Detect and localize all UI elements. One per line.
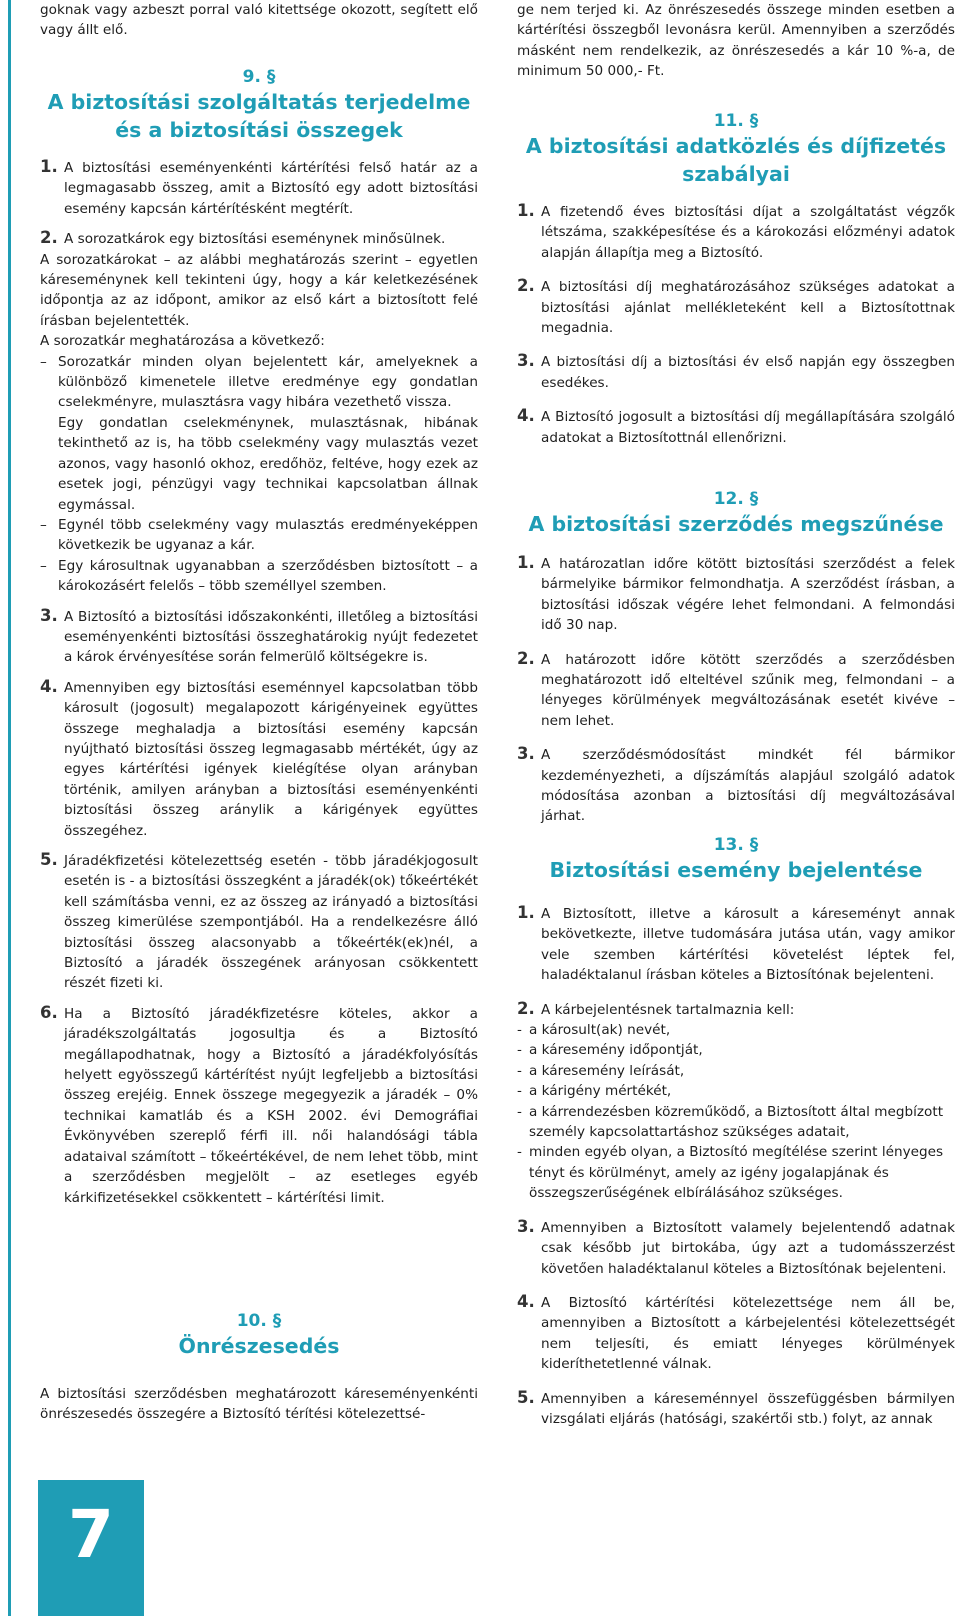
required-data-item: - a károsult(ak) nevét,: [517, 1020, 955, 1040]
item-text: Járadékfizetési kötelezettség esetén - több járadékjogosult esetén is - a biztosítási összegként a járadék(ok) tőkeértékét kell számításba venni, ez az összeg az irányadó a biztosítási összeg kimerülése szempontjából. Ha a rendelkezésre álló biztosítási összeg alacsonyabb a tőkeérték(ek)nél, a Biztosító a járadék összegének arányosan csökkentett részét fizeti ki.: [64, 853, 478, 992]
section-11-heading: [517, 110, 955, 188]
dash-item: – Egynél több cselekmény vagy mulasztás eredményeképpen következik be ugyanaz a kár.: [40, 515, 478, 556]
list-item: [40, 1004, 478, 1208]
list-item: [517, 1293, 955, 1375]
section-10-continuation: ge nem terjed ki. Az önrészesedés összege minden esetben a kártérítési összegből levonásra kerül. Amennyiben a szerződés másként nem rendelkezik, az önrészesedés a kár 10 %-a, de minimum 50 000,- Ft.: [517, 2, 955, 80]
list-item: [517, 352, 955, 393]
list-item: [517, 745, 955, 827]
item-text: A biztosítási díj meghatározásához szükséges adatokat a biztosítási ajánlat mellékleteként kell a Biztosítottnak megadnia.: [541, 279, 955, 337]
list-item: [40, 158, 478, 219]
list-item: [517, 1389, 955, 1430]
section-13-title: Biztosítási esemény bejelentése: [549, 858, 923, 882]
required-data-list: [517, 1020, 955, 1204]
section-12-heading: [517, 488, 955, 538]
list-item: [517, 277, 955, 338]
section-12-body: [517, 554, 955, 827]
section-12-number: 12. §: [713, 489, 759, 509]
list-item: [517, 1218, 955, 1279]
section-10-title: Önrészesedés: [178, 1334, 340, 1358]
item-text: A kárbejelentésnek tartalmaznia kell:: [541, 1001, 795, 1018]
item-text: Ha a Biztosító járadékfizetésre köteles, akkor a járadékszolgáltatás jogosultja és a Biztosító megállapodhatnak, hogy a Biztosító a járadékfolyósítás helyett egyösszegű kártérítést nyújt legfeljebb a biztosítási összeg erejéig. Ennek összege megegyezik a járadék – 0% technikai kamatláb és a KSH 2002. évi Demográfiai Évkönyvében szereplő férfi ill. női halandósági tábla adataival számított – tőkeértékével, de nem lehet több, mint a szerződésben megjelölt – az esetleges egyéb kárkifizetésekkel csökkentett – kártérítési limit.: [64, 1005, 478, 1206]
list-item: [40, 851, 478, 994]
list-item: [517, 1000, 955, 1020]
list-item: [517, 407, 955, 448]
section-10-number: 10. §: [236, 1311, 282, 1331]
item-number: 5.: [517, 1387, 535, 1407]
section-10-heading: [40, 1310, 478, 1360]
item-number: 1.: [517, 903, 535, 922]
section-9-number: 9. §: [242, 67, 276, 87]
item-number: 2.: [517, 998, 535, 1018]
item-text: A fizetendő éves biztosítási díjat a szolgáltatást végzők létszáma, szakképesítése és a károkozási előzményi adatok alapján állapítja meg a Biztosító.: [541, 204, 955, 261]
item-text: A Biztosító kártérítési kötelezettsége nem áll be, amennyiben a Biztosított a kárbejelentési kötelezettségét nem teljesíti, és emiatt lényeges körülmények kideríthetetlenné válnak.: [541, 1294, 955, 1373]
required-data-item: - minden egyéb olyan, a Biztosító megítélése szerint lényeges tényt és körülményt, amely az igény jogalapjának és összegszerűségének elbírálásához szükséges.: [517, 1142, 955, 1203]
item-number: 3.: [517, 744, 535, 764]
item-text: A Biztosító jogosult a biztosítási díj megállapítására szolgáló adatokat a Biztosítottnál ellenőrizni.: [541, 409, 955, 446]
page-number-box: [38, 1480, 144, 1616]
section-13-number: 13. §: [713, 835, 759, 855]
item-text: Amennyiben egy biztosítási eseménnyel kapcsolatban több károsult (jogosult) megalapozott kárigényeinek együttes összege meghaladja a biztosítási esemény kapcsán nyújtható biztosítási összeg legmagasabb mértékét, úgy az egyes kártérítési igények kielégítése olyan arányban történik, amilyen arányban a biztosítási eseményenkénti biztosítási összeg aránylik a kárigények együttes összegéhez.: [64, 679, 478, 839]
page-number: 7: [68, 1496, 114, 1573]
item-number: 2.: [517, 648, 535, 668]
item-number: 4.: [517, 406, 535, 426]
item-number: 1.: [517, 553, 535, 572]
section-12-title: A biztosítási szerződés megszűnése: [528, 512, 944, 536]
item-text: A sorozatkárok egy biztosítási eseménynek minősülnek.: [64, 231, 446, 248]
item-text: A szerződésmódosítást mindkét fél bármikor kezdeményezheti, a díjszámítás alapjául szolgáló adatok módosítása azonban a biztosítási díj megváltozásával járhat.: [541, 747, 955, 825]
item-text: Amennyiben a káreseménnyel összefüggésben bármilyen vizsgálati eljárás (hatósági, szakértői stb.) folyt, az annak: [541, 1390, 955, 1427]
item-text: A biztosítási díj a biztosítási év első napján egy összegben esedékes.: [541, 354, 955, 391]
section-9-body: [40, 158, 478, 1208]
item-number: 6.: [40, 1002, 58, 1022]
intro-paragraph: goknak vagy azbeszt porral való kitettsége okozott, segített elő vagy állt elő.: [40, 2, 478, 39]
dash-item-text: Egy gondatlan cselekménynek, mulasztásnak, hibának tekinthető az is, ha több cselekmény vagy mulasztás vezet azonos, vagy hasonló okhoz, eredőhöz, feltéve, hogy ezek az esetek jogi, pénzügyi vagy technikai kapcsolatban állnak egymással.: [58, 414, 478, 513]
section-11-body: [517, 202, 955, 448]
item-text: A biztosítási eseményenkénti kártérítési felső határ az a legmagasabb összeg, amit a Biztosító egy adott biztosítási esemény kapcsán kártérítésként megtérít.: [64, 160, 478, 217]
dash-item: [40, 352, 478, 515]
item-text: A Biztosított, illetve a károsult a káreseményt annak bekövetkezte, illetve tudomására jutása után, vagy amikor vele szemben kártérítési követelést léptek fel, haladéktalanul írásban köteles a Biztosítónak bejelenteni.: [541, 906, 955, 984]
dash-item-text: – Sorozatkár minden olyan bejelentett kár, amelyeknek a különböző kimenetele illetve eredménye egy gondatlan cselekményre, mulasztásra vagy hibára vezethető vissza.: [58, 353, 478, 411]
required-data-item: - a káresemény leírását,: [517, 1061, 955, 1081]
section-10-text: A biztosítási szerződésben meghatározott káreseményenkénti önrészesedés összegére a Biztosító térítési kötelezettsé-: [40, 1386, 478, 1423]
list-item: [517, 650, 955, 732]
item-number: 3.: [517, 351, 535, 371]
item-number: 1.: [40, 157, 58, 176]
item-text: A határozatlan időre kötött biztosítási szerződést a felek bármelyike bármikor felmondhatja. A szerződést írásban, a biztosítási időszak végére lehet felmondani. A felmondási idő 30 nap.: [541, 556, 955, 634]
item-number: 2.: [517, 276, 535, 296]
item-number: 4.: [40, 676, 58, 696]
item-number: 3.: [40, 605, 58, 625]
item-number: 3.: [517, 1216, 535, 1236]
section-13-heading: [517, 834, 955, 884]
page-edge-bar: [8, 0, 11, 1616]
item-number: 4.: [517, 1291, 535, 1311]
dash-item: – Egy károsultnak ugyanabban a szerződésben biztosított – a károkozásért felelős – több személlyel szemben.: [40, 556, 478, 597]
required-data-item: - a kárrendezésben közreműködő, a Biztosított által megbízott személy kapcsolattartáshoz szükséges adatait,: [517, 1102, 955, 1143]
item-number: 1.: [517, 201, 535, 220]
item-number: 5.: [40, 850, 58, 869]
item-text: A Biztosító a biztosítási időszakonkénti, illetőleg a biztosítási eseményenkénti biztosítási összeghatárokig nyújt fedezetet a károk érvényesítése során felmerülő költségekre is.: [64, 608, 478, 666]
list-item: [517, 904, 955, 986]
required-data-item: - a káresemény időpontját,: [517, 1040, 955, 1060]
list-item: [517, 554, 955, 636]
section-13-body: [517, 904, 955, 1429]
sorozatkar-paragraph: A sorozatkárokat – az alábbi meghatározás szerint – egyetlen káreseménynek kell tekinteni úgy, hogy a kár keletkezésének időpontja az az időpont, amikor az első kárt a biztosított felé írásban bejelentették.: [40, 251, 478, 329]
item-text: A határozott időre kötött szerződés a szerződésben meghatározott idő elteltével szűnik meg, felmondani – a lényeges körülmények megváltozásának esetét kivéve – nem lehet.: [541, 651, 955, 729]
sorozatkar-definition-intro: A sorozatkár meghatározása a következő:: [40, 333, 325, 350]
list-item: [40, 229, 478, 249]
section-11-title: A biztosítási adatközlés és díjfizetés szabályai: [525, 134, 947, 186]
list-item: [517, 202, 955, 263]
section-9-heading: [40, 66, 478, 144]
item-text: Amennyiben a Biztosított valamely bejelentendő adatnak csak később jut birtokába, úgy azt a tudomásszerzést követően haladéktalanul köteles a Biztosítónak bejelenteni.: [541, 1219, 955, 1277]
list-item: [40, 607, 478, 668]
list-item: [40, 678, 478, 841]
item-number: 2.: [40, 228, 58, 248]
section-9-title: A biztosítási szolgáltatás terjedelme és a biztosítási összegek: [47, 90, 471, 142]
required-data-item: - a kárigény mértékét,: [517, 1081, 955, 1101]
section-11-number: 11. §: [713, 111, 759, 131]
